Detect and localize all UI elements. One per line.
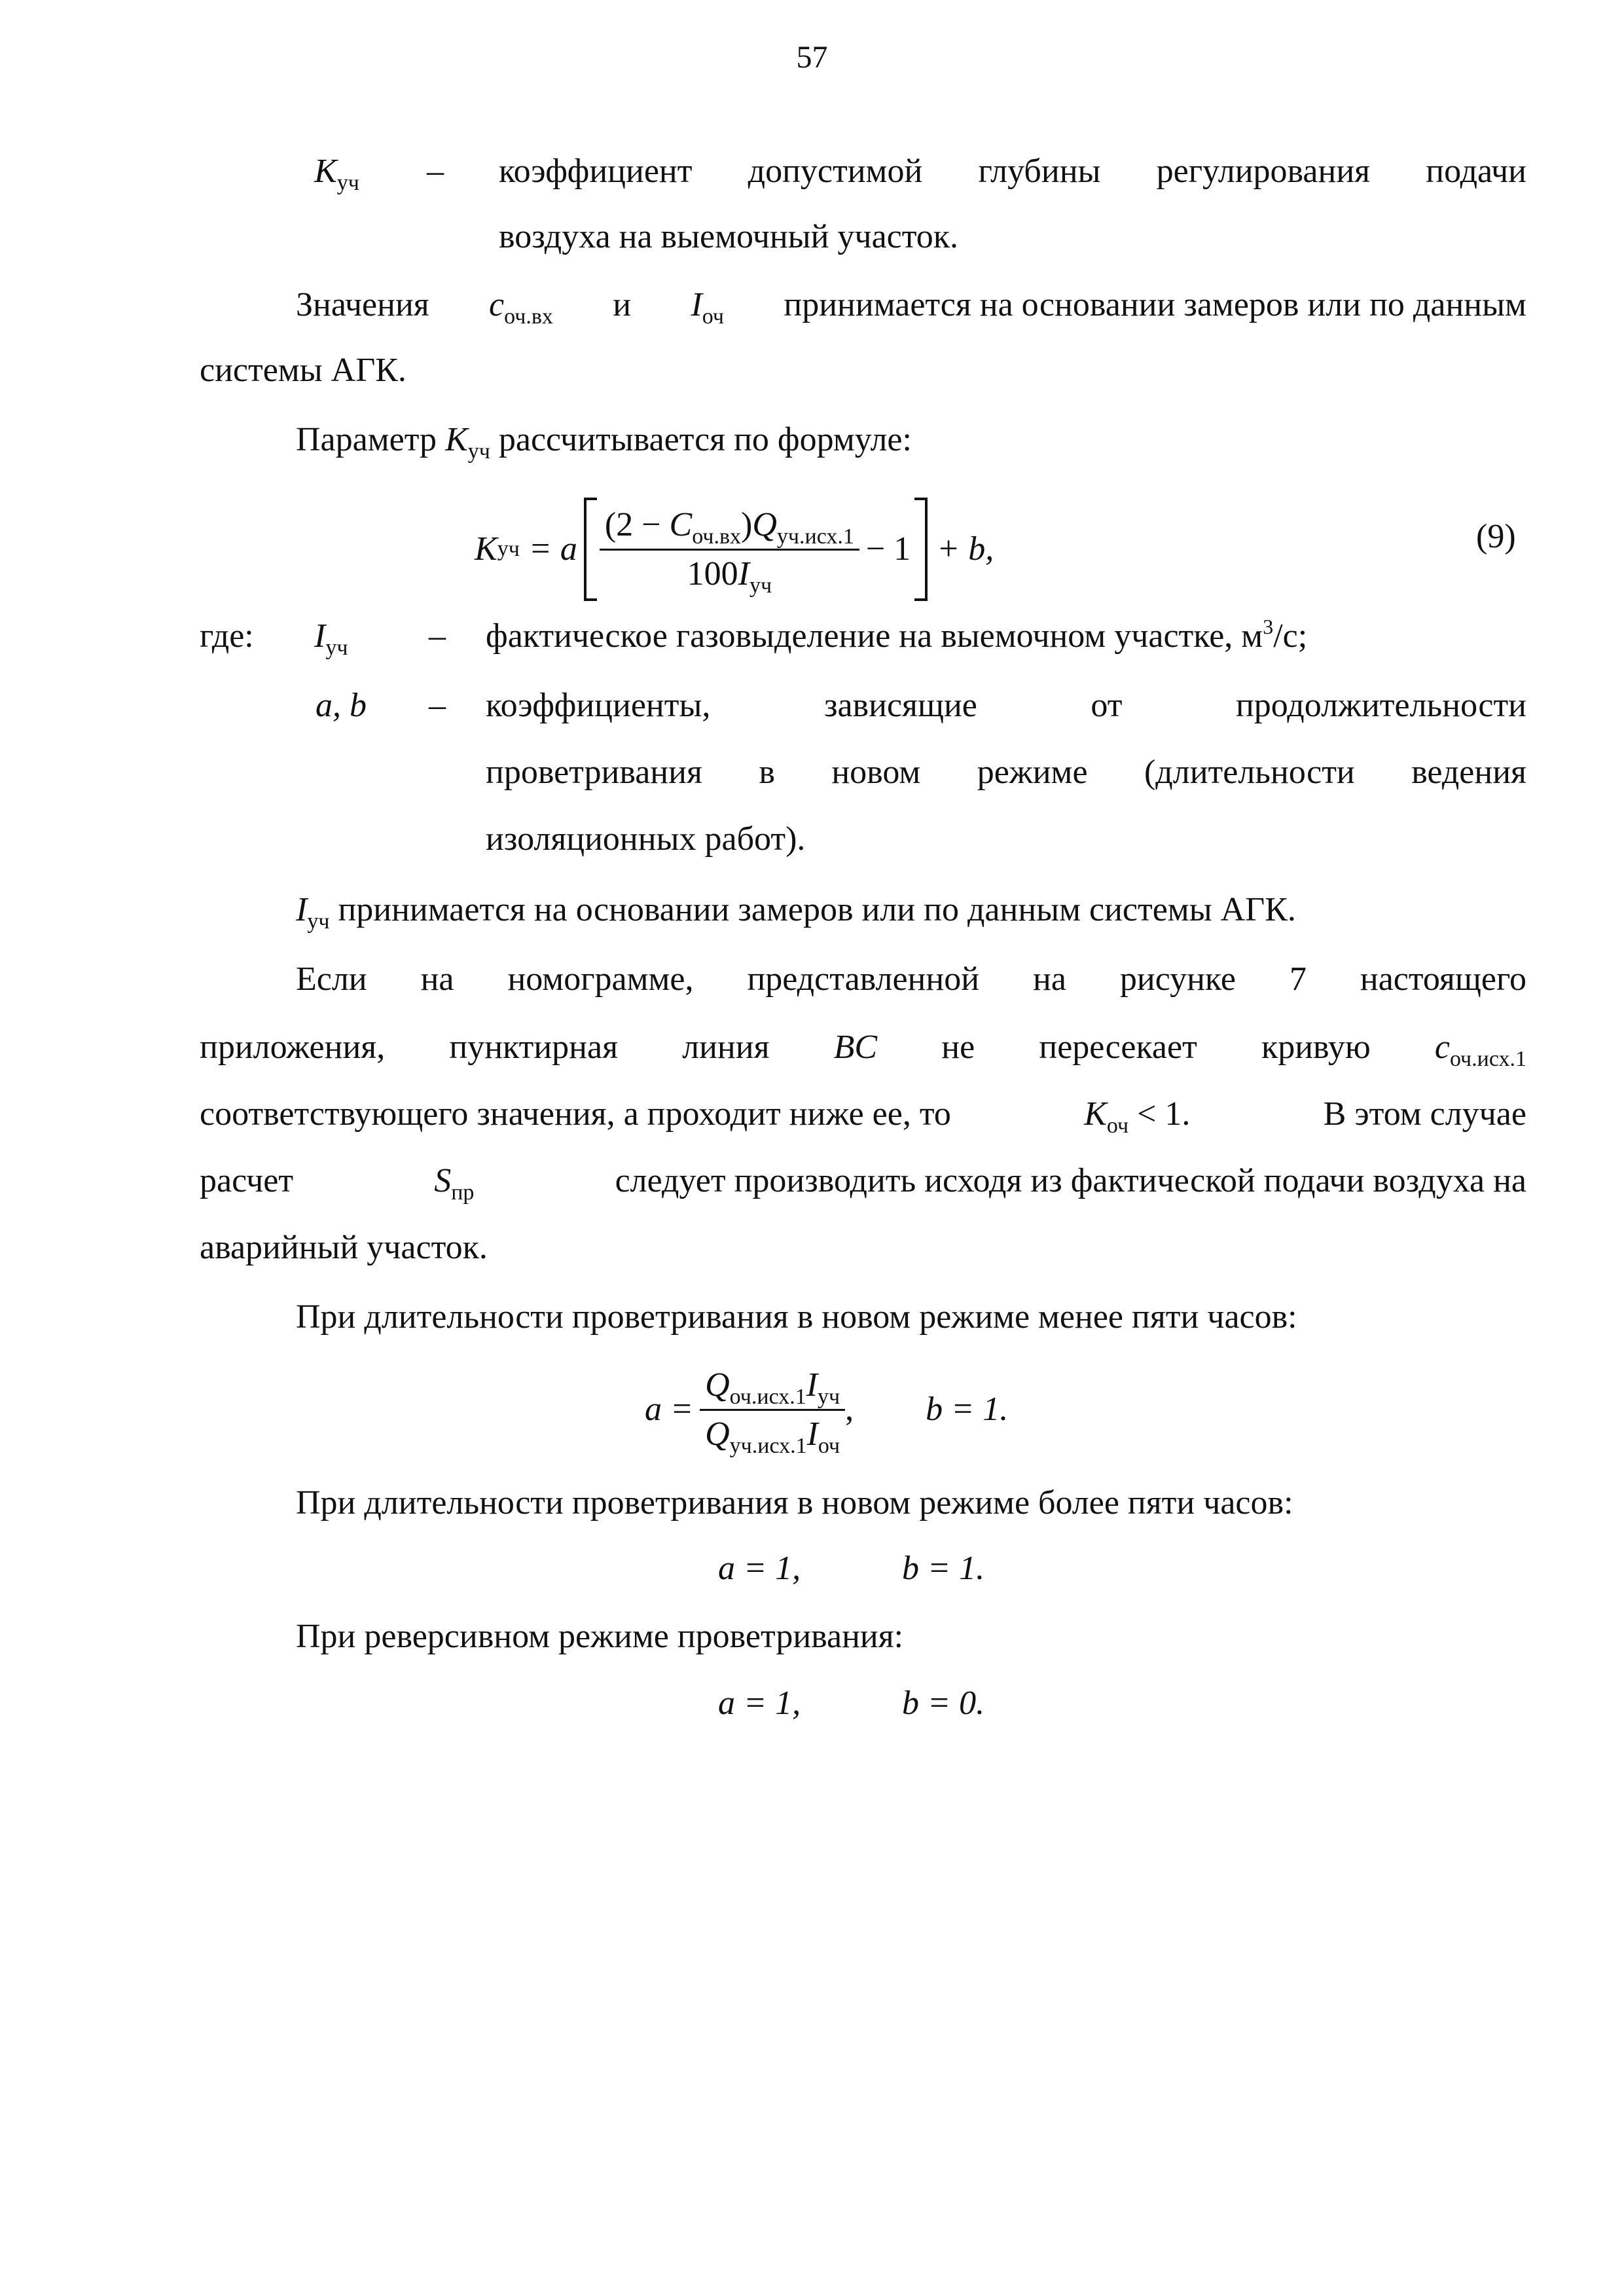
values-paragraph-line2: системы АГК. xyxy=(200,352,406,389)
less-five-hours-text: При длительности проветривания в новом режиме менее пяти часов: xyxy=(296,1298,1297,1336)
nomogram-paragraph-line4: расчет $S_{пр}$ следует производить исходя из фактической подачи воздуха на xyxy=(200,1162,1526,1205)
kuch-definition-line1: коэффициент допустимой глубины регулирования подачи xyxy=(499,153,1526,190)
reverse-a: a = 1, xyxy=(718,1685,801,1722)
iuch-dash: – xyxy=(429,617,446,655)
nomogram-paragraph-line3: соответствующего значения, а проходит ниже ее, то $K_{оч} < 1$. В этом случае xyxy=(200,1095,1526,1138)
less-five-hours-formula: a = $\frac{Q_{оч.исх.1}I_{уч}}{Q_{уч.исх.1}I_{оч}}$ , b = 1. xyxy=(645,1366,1009,1458)
nomogram-paragraph-line5: аварийный участок. xyxy=(200,1229,488,1266)
formula-left-bracket xyxy=(584,498,597,601)
reverse-b: b = 0. xyxy=(902,1685,985,1722)
page-number: 57 xyxy=(796,40,828,75)
ab-description-line1: коэффициенты, зависящие от продолжительности xyxy=(486,687,1526,724)
ab-description-line3: изоляционных работ). xyxy=(486,820,806,858)
reverse-mode-text: При реверсивном режиме проветривания: xyxy=(296,1618,904,1655)
ab-dash: – xyxy=(429,687,446,724)
kuch-dash: – xyxy=(427,153,444,190)
iuch-symbol: $I_{уч}$ xyxy=(314,617,348,660)
ab-description-line2: проветривания в новом режиме (длительности ведения xyxy=(486,754,1526,791)
iuch-description: фактическое газовыделение на выемочном участке, $м^3/с$; xyxy=(486,615,1308,655)
values-paragraph-line1: Значения $c_{оч.вх}$ и $I_{оч}$ принимается на основании замеров или по данным xyxy=(296,286,1526,329)
kuch-symbol: $K_{уч}$ xyxy=(314,153,359,195)
more-five-hours-text: При длительности проветривания в новом режиме более пяти часов: xyxy=(296,1484,1293,1522)
formula-fraction: $\frac{(2 - C_{оч.вх})Q_{уч.исх.1}}{100I_{уч}}$ xyxy=(600,505,859,594)
nomogram-paragraph-line1: Если на номограмме, представленной на рисунке 7 настоящего xyxy=(296,960,1526,998)
kuch-definition-line2: воздуха на выемочный участок. xyxy=(499,218,959,255)
ab-symbol: a, b xyxy=(316,687,367,724)
where-label: где: xyxy=(200,617,254,655)
more-five-b: b = 1. xyxy=(902,1550,985,1587)
formula-right-bracket xyxy=(914,498,928,601)
parameter-line: Параметр $K_{уч}$ рассчитывается по формуле: xyxy=(296,421,912,464)
more-five-a: a = 1, xyxy=(718,1550,801,1587)
formula-label: (9) xyxy=(1476,518,1516,555)
iuch-line: $I_{уч}$ принимается на основании замеров или по данным системы АГК. xyxy=(296,891,1296,934)
nomogram-paragraph-line2: приложения, пунктирная линия BC не пересекает кривую $c_{оч.исх.1}$ xyxy=(200,1029,1526,1071)
less-five-fraction: $\frac{Q_{оч.исх.1}I_{уч}}{Q_{уч.исх.1}I_{оч}}$ xyxy=(700,1366,845,1454)
formula-9: K уч = a $\frac{(2 - C_{оч.вх})Q_{уч.исх.1}}{100I_{уч}}$ − 1 + b, xyxy=(475,498,994,601)
